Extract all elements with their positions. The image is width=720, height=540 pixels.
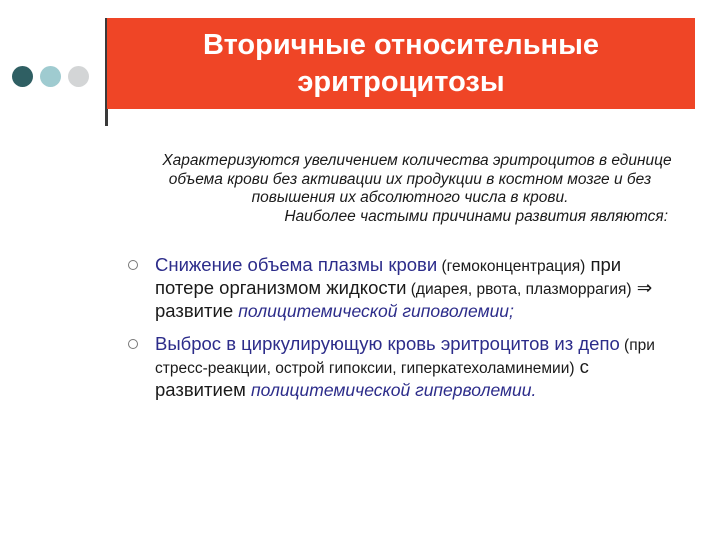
list-item	[128, 254, 668, 323]
item-note: (гемоконцентрация)	[437, 258, 586, 275]
list-item-text	[155, 254, 653, 321]
item-lead: Выброс в циркулирующую кровь эритроцитов из депо	[155, 333, 620, 354]
item-text: с развитием	[155, 356, 589, 400]
list-item-text	[155, 333, 655, 400]
item-italic-term: полицитемической гиповолемии	[238, 301, 510, 321]
item-lead: Снижение объема плазмы крови	[155, 254, 438, 275]
slide-title: Вторичные относительные эритроцитозы	[203, 28, 599, 98]
dot-mid	[40, 66, 61, 87]
item-note: (диарея, рвота, плазморрагия)	[406, 281, 632, 298]
circle-bullet-icon	[128, 339, 138, 349]
item-italic-term: полицитемической гиперволемии	[250, 380, 532, 400]
circle-bullet-icon	[128, 260, 138, 270]
dot-dark	[12, 66, 33, 87]
list-item	[128, 333, 668, 402]
item-text: при потере организмом жидкости	[155, 254, 622, 298]
intro-block	[140, 152, 680, 226]
causes-list	[128, 254, 668, 412]
decorative-dots	[12, 66, 89, 87]
item-note: (при стресс-реакции, острой гипоксии, гиперкатехоламинемии)	[155, 337, 655, 377]
dot-light	[68, 66, 89, 87]
item-tail: ;	[509, 301, 514, 321]
item-text: ⇒ развитие	[155, 277, 653, 321]
title-bar	[107, 18, 695, 109]
causes-heading: Наиболее частыми причинами развития являются:	[284, 207, 668, 225]
intro-description: Характеризуются увеличением количества эритроцитов в единице объема крови без активации их продукции в костном мозге и без повышения их абсолютного числа в крови.	[162, 152, 672, 206]
item-tail: .	[531, 380, 537, 400]
